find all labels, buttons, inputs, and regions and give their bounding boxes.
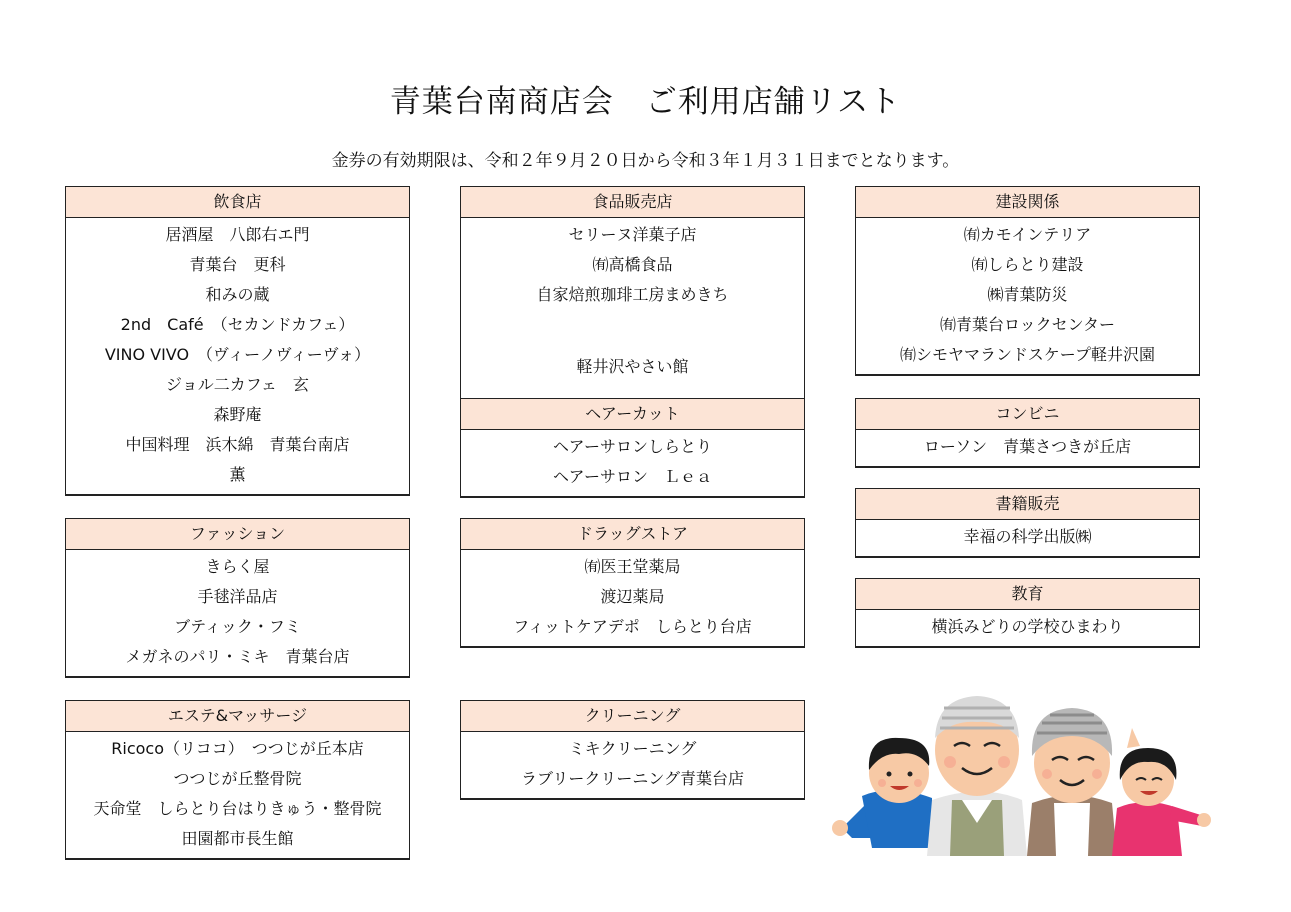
shop-item: 薫 — [229, 465, 246, 484]
shop-item: フィットケアデポ しらとり台店 — [513, 617, 752, 636]
shop-item: ㈲青葉台ロックセンター — [939, 315, 1116, 334]
shop-item: ブティック・フミ — [174, 617, 301, 636]
grandfather-figure-icon — [927, 696, 1027, 856]
category-header: 教育 — [856, 579, 1199, 610]
shop-item: ㈲医王堂薬局 — [584, 557, 681, 576]
shop-item: メガネのパリ・ミキ 青葉台店 — [125, 647, 350, 666]
category-header: コンビニ — [856, 399, 1199, 430]
shop-item: ㈲シモヤマランドスケープ軽井沢園 — [899, 345, 1156, 364]
shop-item: 横浜みどりの学校ひまわり — [931, 617, 1124, 636]
category-header: 食品販売店 — [461, 187, 804, 218]
shop-item: 自家焙煎珈琲工房まめきち — [536, 285, 729, 304]
shop-item: ㈲カモインテリア — [963, 225, 1092, 244]
category-education — [855, 578, 1200, 648]
category-header: 建設関係 — [856, 187, 1199, 218]
category-header: 飲食店 — [66, 187, 409, 218]
category-haircut — [460, 398, 805, 498]
category-cleaning — [460, 700, 805, 800]
shop-item: VINO VIVO （ヴィーノヴィーヴォ） — [104, 345, 371, 364]
validity-note: 金券の有効期限は、令和２年９月２０日から令和３年１月３１日までとなります。 — [331, 151, 960, 171]
category-header: ファッション — [66, 519, 409, 550]
shop-item: 和みの蔵 — [205, 285, 270, 304]
category-drugstore — [460, 518, 805, 648]
category-header: ヘアーカット — [461, 399, 804, 430]
boy-figure-icon — [832, 738, 932, 848]
shop-item: ミキクリーニング — [568, 739, 697, 758]
girl-figure-icon — [1112, 728, 1211, 856]
shop-item: 青葉台 更科 — [189, 255, 286, 274]
shop-item-line: 軽井沢やさい館 — [576, 357, 689, 376]
shop-item: 幸福の科学出版㈱ — [963, 527, 1092, 546]
shop-item: ㈲しらとり建設 — [971, 255, 1084, 274]
shop-item: セリーヌ洋菓子店 — [568, 225, 697, 244]
page-title: 青葉台南商店会 ご利用店舗リスト — [389, 84, 902, 120]
category-esthe — [65, 700, 410, 860]
category-construction — [855, 186, 1200, 376]
shop-item: 田園都市長生館 — [181, 829, 294, 848]
shop-item: 居酒屋 八郎右エ門 — [165, 225, 310, 244]
category-books — [855, 488, 1200, 558]
category-header: エステ&マッサージ — [66, 701, 409, 732]
shop-item: 渡辺薬局 — [600, 587, 665, 606]
shop-item: 森野庵 — [213, 405, 262, 424]
category-convenience — [855, 398, 1200, 468]
shop-item: ㈱青葉防災 — [987, 285, 1068, 304]
category-inshoku — [65, 186, 410, 496]
shop-item: ラブリークリーニング青葉台店 — [520, 769, 745, 788]
grandmother-figure-icon — [1027, 708, 1117, 856]
shop-item: ㈲高橋食品 — [592, 255, 673, 274]
shop-item: 中国料理 浜木綿 青葉台南店 — [125, 435, 350, 454]
shop-item: ジョル二カフェ 玄 — [166, 375, 309, 394]
family-illustration-icon — [832, 688, 1212, 856]
shop-item: ローソン 青葉さつきが丘店 — [923, 437, 1132, 456]
shop-item: つつじが丘整骨院 — [173, 769, 302, 788]
shop-item: 手毬洋品店 — [197, 587, 278, 606]
shop-item: ヘアーサロンしらとり — [552, 437, 713, 456]
category-header: ドラッグストア — [461, 519, 804, 550]
category-fashion — [65, 518, 410, 678]
shop-item: 天命堂 しらとり台はりきゅう・整骨院 — [93, 799, 382, 818]
shop-item: Ricoco（リココ） つつじが丘本店 — [111, 739, 364, 758]
shop-item: ヘアーサロン Ｌｅａ — [552, 467, 713, 486]
category-header: 書籍販売 — [856, 489, 1199, 520]
shop-item: きらく屋 — [205, 557, 270, 576]
shop-item: 2nd Café （セカンドカフェ） — [120, 315, 355, 334]
category-header: クリーニング — [461, 701, 804, 732]
